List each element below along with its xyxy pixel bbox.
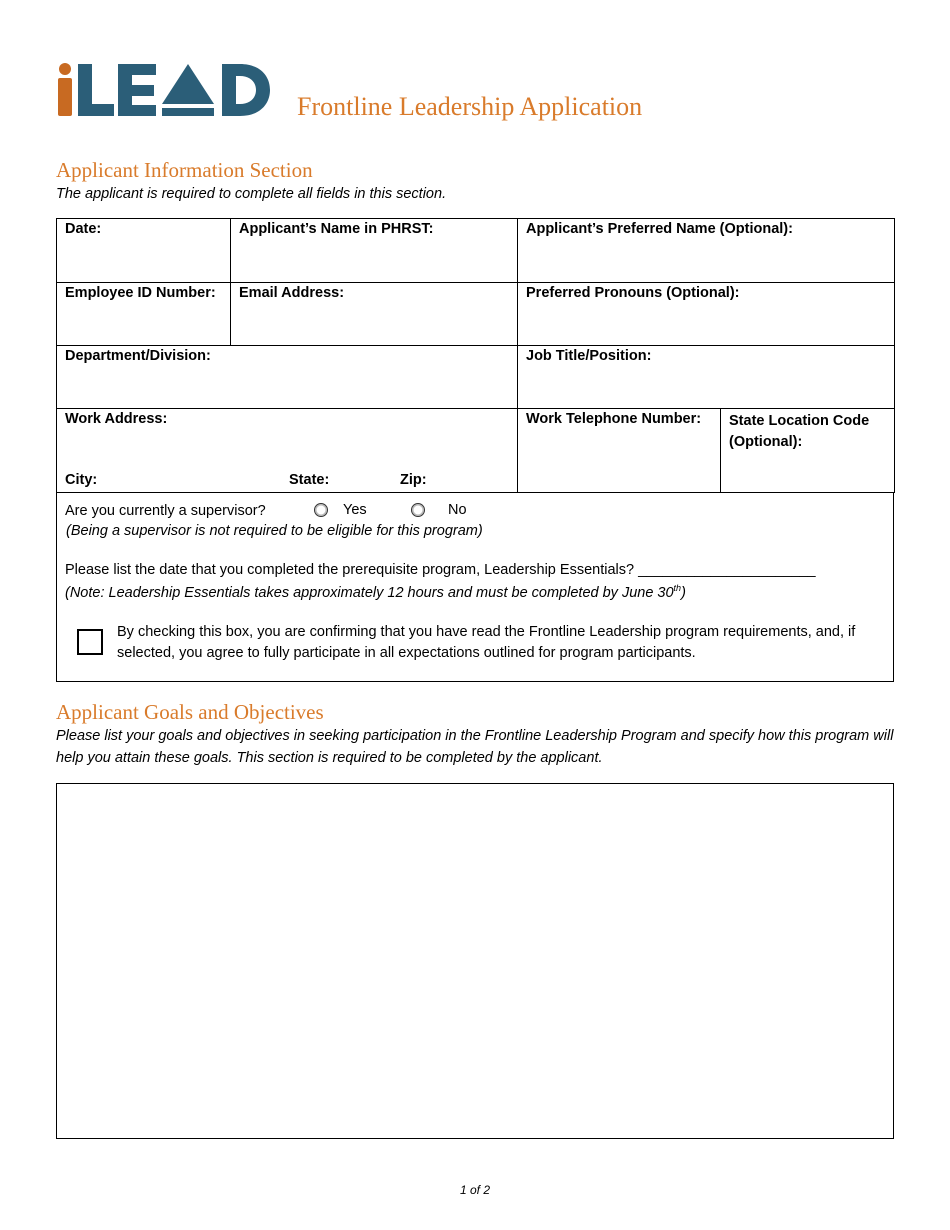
- state-location-code-field[interactable]: [721, 409, 895, 493]
- state-location-code-label: State Location Code (Optional):: [729, 413, 870, 450]
- pronouns-field[interactable]: [518, 283, 895, 346]
- goals-subtitle: Please list your goals and objectives in seeking participation in the Frontline Leadership Program and specify how this program will help you attain these goals. This section is required to be completed by the applicant.: [56, 728, 894, 766]
- name-phrst-field[interactable]: [231, 219, 518, 283]
- ilead-logo: [56, 60, 276, 120]
- employee-id-field[interactable]: [57, 283, 231, 346]
- preferred-name-field[interactable]: [518, 219, 895, 283]
- department-label: Department/Division:: [65, 348, 211, 364]
- work-phone-field[interactable]: [518, 409, 721, 493]
- supervisor-question: Are you currently a supervisor?: [65, 503, 266, 519]
- prerequisite-note: [65, 583, 686, 601]
- city-label: City:: [65, 472, 98, 488]
- application-title: Frontline Leadership Application: [297, 92, 643, 121]
- employee-id-label: Employee ID Number:: [65, 285, 216, 301]
- no-label: No: [448, 502, 467, 518]
- applicant-info-lower-section: [56, 492, 894, 682]
- email-field[interactable]: [231, 283, 518, 346]
- applicant-info-table: [56, 218, 895, 493]
- prerequisite-note-superscript: th: [673, 583, 682, 593]
- email-label: Email Address:: [239, 285, 345, 301]
- department-field[interactable]: [57, 346, 518, 409]
- state-label: State:: [289, 472, 330, 488]
- work-address-field[interactable]: [57, 409, 518, 493]
- yes-radio[interactable]: [314, 503, 328, 517]
- date-label: Date:: [65, 221, 102, 237]
- job-title-field[interactable]: [518, 346, 895, 409]
- zip-label: Zip:: [400, 472, 427, 488]
- pronouns-label: Preferred Pronouns (Optional):: [526, 285, 740, 301]
- work-phone-label: Work Telephone Number:: [526, 411, 702, 427]
- work-address-label: Work Address:: [65, 411, 168, 427]
- no-radio[interactable]: [411, 503, 425, 517]
- confirmation-checkbox[interactable]: [77, 629, 103, 655]
- supervisor-yes-option[interactable]: [314, 502, 367, 518]
- page-number: 1 of 2: [459, 1183, 491, 1197]
- prerequisite-note-end: ): [681, 584, 686, 601]
- job-title-label: Job Title/Position:: [526, 348, 652, 364]
- supervisor-no-option[interactable]: [411, 502, 467, 518]
- applicant-info-subtitle: The applicant is required to complete all fields in this section.: [56, 186, 447, 202]
- prerequisite-note-text: (Note: Leadership Essentials takes approximately 12 hours and must be completed by June 30: [65, 584, 674, 601]
- prerequisite-date-input[interactable]: ______________________: [638, 562, 816, 578]
- supervisor-note: (Being a supervisor is not required to be eligible for this program): [66, 523, 483, 539]
- yes-label: Yes: [343, 502, 367, 518]
- name-phrst-label: Applicant’s Name in PHRST:: [239, 221, 434, 237]
- date-field[interactable]: [57, 219, 231, 283]
- preferred-name-label: Applicant’s Preferred Name (Optional):: [526, 221, 793, 237]
- goals-heading: Applicant Goals and Objectives: [56, 700, 324, 724]
- goals-textarea[interactable]: [56, 783, 894, 1139]
- prerequisite-question: Please list the date that you completed the prerequisite program, Leadership Essentials?: [65, 562, 635, 578]
- applicant-info-heading: Applicant Information Section: [56, 158, 313, 182]
- confirmation-text: By checking this box, you are confirming that you have read the Frontline Leadership program requirements, and, if selected, you agree to fully participate in all expectations outlined for program participants.: [117, 624, 856, 661]
